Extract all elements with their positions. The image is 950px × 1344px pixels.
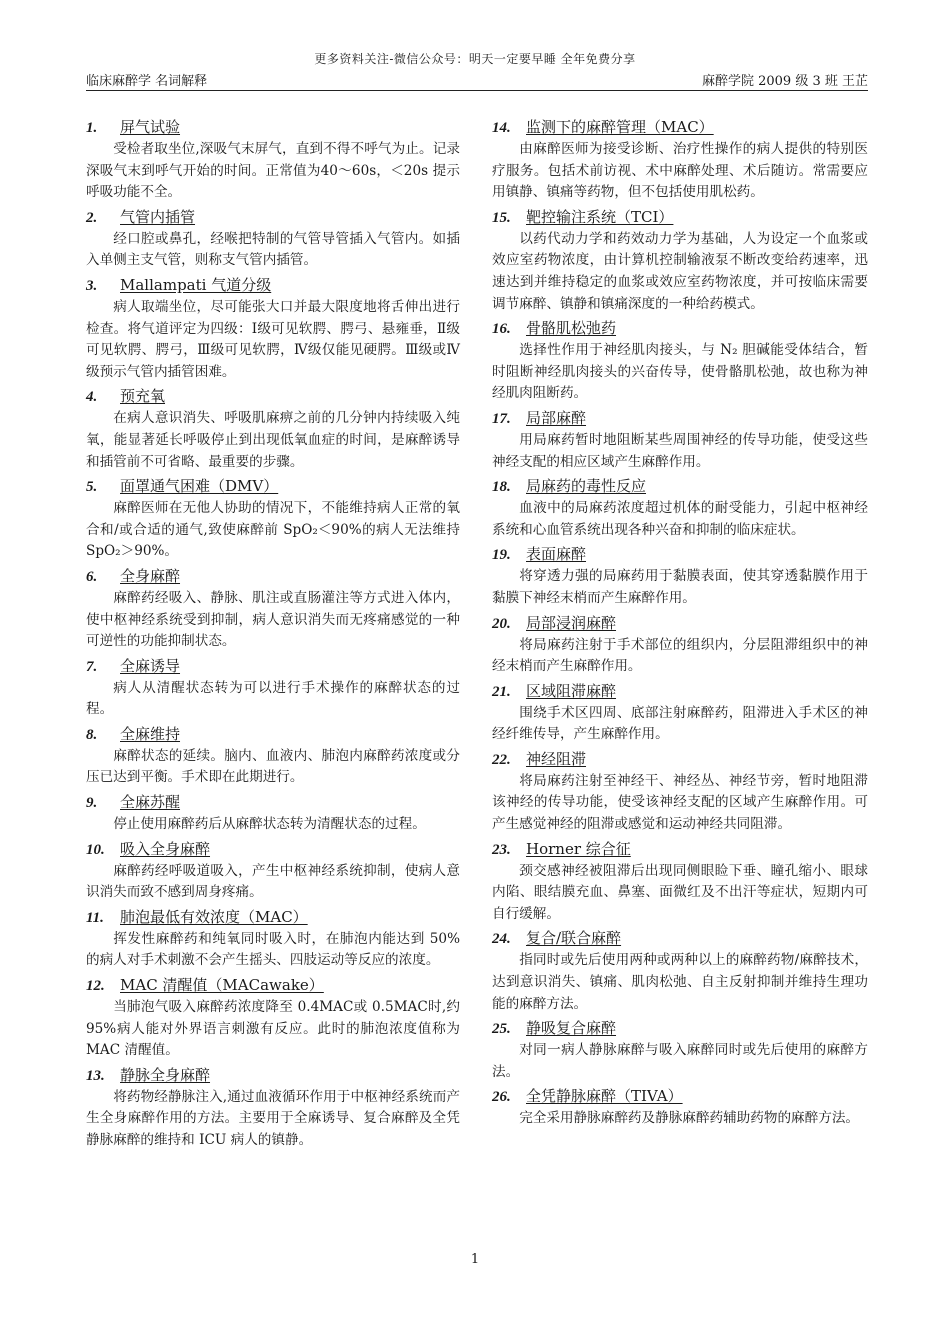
entry-number: 1. [86,120,98,136]
entry-term: MAC 清醒值（MACawake） [120,976,324,995]
entry-number: 13. [86,1067,105,1084]
entry-term: 静吸复合麻醉 [526,1019,617,1038]
entry-definition: 围绕手术区四周、底部注射麻醉药，阻滞进入手术区的神经纤维传导，产生麻醉作用。 [492,704,868,743]
entry-number: 25. [492,1021,511,1038]
entry-heading [492,1085,868,1108]
entry-heading [492,838,868,861]
entry-heading [86,475,460,498]
entry-number: 20. [492,615,511,632]
glossary-entry [492,1085,868,1130]
glossary-entry [492,680,868,746]
page-header [86,70,868,88]
glossary-entry [86,475,460,563]
entry-number: 3. [86,277,98,294]
entry-definition: 将穿透力强的局麻药用于黏膜表面，使其穿透黏膜作用于黏膜下神经末梢而产生麻醉作用。 [492,568,868,606]
header-divider [86,90,868,91]
entry-number: 24. [492,931,511,948]
glossary-entry [86,1064,460,1152]
entry-number: 15. [492,209,511,226]
glossary-entry [492,116,868,204]
entry-number: 10. [86,841,105,858]
entry-definition: 在病人意识消失、呼吸肌麻痹之前的几分钟内持续吸入纯氧，能显著延长呼吸停止到出现低氧血症的时间，是麻醉诱导和插管前不可省略、最重要的步骤。 [86,410,460,470]
entry-term: Horner 综合征 [526,839,631,858]
page-number: 1 [470,1252,480,1267]
entry-definition: 病人从清醒状态转为可以进行手术操作的麻醉状态的过程。 [86,679,460,718]
entry-term: 全麻维持 [120,724,181,743]
entry-heading [492,927,868,950]
entry-term: 复合/联合麻醉 [526,929,622,948]
entry-term: Mallampati 气道分级 [120,275,272,294]
entry-heading [492,680,868,703]
entry-definition: 挥发性麻醉药和纯氧同时吸入时，在肺泡内能达到 50%的病人对手术刺激不会产生摇头、四肢运动等反应的浓度。 [86,930,460,969]
glossary-entry [492,317,868,405]
entry-definition: 完全采用静脉麻醉药及静脉麻醉药辅助药物的麻醉方法。 [519,1110,860,1127]
entry-number: 5. [86,479,98,496]
entry-heading [86,906,460,929]
glossary-entry [86,565,460,653]
entry-heading [492,206,868,229]
glossary-entry [86,116,460,204]
entry-term: 屏气试验 [120,118,181,136]
entry-definition: 麻醉药经吸入、静脉、肌注或直肠灌注等方式进入体内，使中枢神经系统受到抑制，病人意识消失而无疼痛感觉的一种可逆性的功能抑制状态。 [86,589,460,650]
entry-definition: 将局麻药注射至神经干、神经丛、神经节旁，暂时地阻滞该神经的传导功能，使受该神经支配的区域产生麻醉作用。可产生感觉神经的阻滞或感觉和运动神经共同阻滞。 [492,772,868,833]
entry-heading [492,543,868,566]
glossary-entry [86,206,460,272]
entry-number: 19. [492,547,511,564]
left-column [86,116,460,1154]
entry-heading [86,206,460,229]
entry-term: 全麻诱导 [120,656,181,675]
right-column [492,116,868,1132]
glossary-entry [492,927,868,1015]
glossary-entry [492,407,868,473]
glossary-entry [86,723,460,789]
entry-definition: 由麻醉医师为接受诊断、治疗性操作的病人提供的特别医疗服务。包括术前访视、术中麻醉处理、术后随访。常需要应用镇静、镇痛等药物，但不包括使用肌松药。 [492,141,868,201]
entry-number: 21. [492,683,511,700]
entry-term: 局部麻醉 [526,408,587,427]
entry-definition: 将药物经静脉注入,通过血液循环作用于中枢神经系统而产生全身麻醉作用的方法。主要用于全麻诱导、复合麻醉及全凭静脉麻醉的维持和 ICU 病人的镇静。 [86,1088,460,1148]
entry-heading [86,565,460,588]
entry-number: 22. [492,751,511,768]
entry-number: 8. [86,726,98,743]
entry-term: 监测下的麻醉管理（MAC） [526,118,714,136]
glossary-entry [492,543,868,609]
entry-number: 26. [492,1089,511,1106]
header-author: 麻醉学院 2009 级 3 班 王芷 [701,74,868,89]
glossary-entry [86,655,460,721]
entry-definition: 对同一病人静脉麻醉与吸入麻醉同时或先后使用的麻醉方法。 [492,1042,868,1080]
entry-definition: 以药代动力学和药效动力学为基础，人为设定一个血浆或效应室药物浓度，由计算机控制输液泵不断改变给药速率，迅速达到并维持稳定的血浆或效应室药物浓度，并可按临床需要调节麻醉、镇静和镇痛深度的一种给药模式。 [492,230,868,312]
entry-term: 预充氧 [120,387,166,406]
entry-definition: 当肺泡气吸入麻醉药浓度降至 0.4MAC或 0.5MAC时,约 95%病人能对外界语言刺激有反应。此时的肺泡浓度值称为 MAC 清醒值。 [86,999,460,1059]
entry-number: 6. [86,568,98,585]
entry-number: 18. [492,479,511,496]
glossary-entry [86,791,460,836]
entry-term: 神经阻滞 [526,749,587,768]
entry-heading [86,385,460,408]
entry-term: 吸入全身麻醉 [120,839,211,858]
entry-term: 局部浸润麻醉 [526,613,617,632]
glossary-entry [492,838,868,926]
entry-number: 14. [492,120,511,136]
header-course-title: 临床麻醉学 名词解释 [86,74,208,89]
entry-number: 2. [86,209,98,226]
entry-heading [86,1064,460,1087]
glossary-entry [492,612,868,678]
entry-definition: 用局麻药暂时地阻断某些周围神经的传导功能，使受这些神经支配的相应区域产生麻醉作用。 [492,431,868,470]
entry-definition: 选择性作用于神经肌肉接头，与 N₂ 胆碱能受体结合，暂时阻断神经肌肉接头的兴奋传导，使骨骼肌松弛，故也称为神经肌肉阻断药。 [492,342,868,402]
entry-term: 气管内插管 [120,207,196,226]
entry-heading [492,407,868,430]
entry-heading [492,1017,868,1040]
entry-heading [86,274,460,297]
entry-term: 靶控输注系统（TCI） [526,207,674,226]
entry-term: 全凭静脉麻醉（TIVA） [526,1087,683,1106]
entry-term: 静脉全身麻醉 [120,1065,211,1084]
entry-number: 12. [86,978,105,995]
entry-term: 全身麻醉 [120,566,181,585]
entry-term: 区域阻滞麻醉 [526,681,617,700]
entry-term: 骨骼肌松弛药 [526,319,617,338]
entry-term: 肺泡最低有效浓度（MAC） [120,907,308,926]
entry-number: 7. [86,658,98,675]
glossary-entry [86,385,460,473]
entry-number: 9. [86,795,98,812]
glossary-entry [86,274,460,383]
entry-heading [86,116,460,139]
entry-heading [492,116,868,139]
glossary-entry [492,1017,868,1083]
entry-term: 表面麻醉 [526,545,587,564]
entry-definition: 血液中的局麻药浓度超过机体的耐受能力，引起中枢神经系统和心血管系统出现各种兴奋和抑制的临床症状。 [492,500,868,538]
entry-definition: 将局麻药注射于手术部位的组织内，分层阻滞组织中的神经末梢而产生麻醉作用。 [492,636,868,675]
entry-heading [86,974,460,997]
glossary-entry [492,748,868,836]
entry-heading [86,838,460,861]
entry-number: 16. [492,321,511,338]
entry-heading [492,748,868,771]
entry-definition: 颈交感神经被阻滞后出现同侧眼睑下垂、瞳孔缩小、眼球内陷、眼结膜充血、鼻塞、面微红及不出汗等症状，短期内可自行缓解。 [492,862,868,922]
entry-heading [492,475,868,498]
entry-definition: 麻醉药经呼吸道吸入，产生中枢神经系统抑制，使病人意识消失而致不感到周身疼痛。 [86,862,460,901]
entry-definition: 受检者取坐位,深吸气末屏气，直到不得不呼气为止。记录深吸气末到呼气开始的时间。正常值为40～60s，＜20s 提示呼吸功能不全。 [86,141,460,201]
entry-number: 4. [86,389,98,406]
entry-number: 11. [86,909,104,926]
entry-definition: 经口腔或鼻孔，经喉把特制的气管导管插入气管内。如插入单侧主支气管，则称支气管内插管。 [86,230,460,269]
entry-number: 17. [492,410,511,427]
entry-term: 局麻药的毒性反应 [526,477,647,496]
entry-definition: 指同时或先后使用两种或两种以上的麻醉药物/麻醉技术，达到意识消失、镇痛、肌肉松弛、自主反射抑制并维持生理功能的麻醉方法。 [492,952,868,1012]
glossary-entry [86,838,460,904]
entry-heading [492,612,868,635]
entry-heading [86,791,460,814]
top-banner: 更多资料关注-微信公众号：明天一定要早睡 全年免费分享 [314,52,636,66]
glossary-entry [492,475,868,541]
entry-heading [492,317,868,340]
entry-heading [86,723,460,746]
entry-number: 23. [492,841,511,858]
glossary-entry [492,206,868,315]
entry-definition: 麻醉状态的延续。脑内、血液内、肺泡内麻醉药浓度或分压已达到平衡。手术即在此期进行。 [86,747,460,786]
entry-heading [86,655,460,678]
entry-term: 面罩通气困难（DMV） [120,477,279,496]
entry-definition: 停止使用麻醉药后从麻醉状态转为清醒状态的过程。 [113,816,426,833]
glossary-entry [86,974,460,1062]
entry-definition: 麻醉医师在无他人协助的情况下，不能维持病人正常的氧合和/或合适的通气,致使麻醉前 SpO₂＜90%的病人无法维持 SpO₂＞90%。 [86,500,460,560]
entry-term: 全麻苏醒 [120,793,181,812]
glossary-entry [86,906,460,972]
entry-definition: 病人取端坐位，尽可能张大口并最大限度地将舌伸出进行检查。将气道评定为四级：Ⅰ级可见软腭、腭弓、悬雍垂，Ⅱ级可见软腭、腭弓，Ⅲ级可见软腭，Ⅳ级仅能见硬腭。Ⅲ级或Ⅳ级预示气管内插管困难。 [86,298,460,380]
